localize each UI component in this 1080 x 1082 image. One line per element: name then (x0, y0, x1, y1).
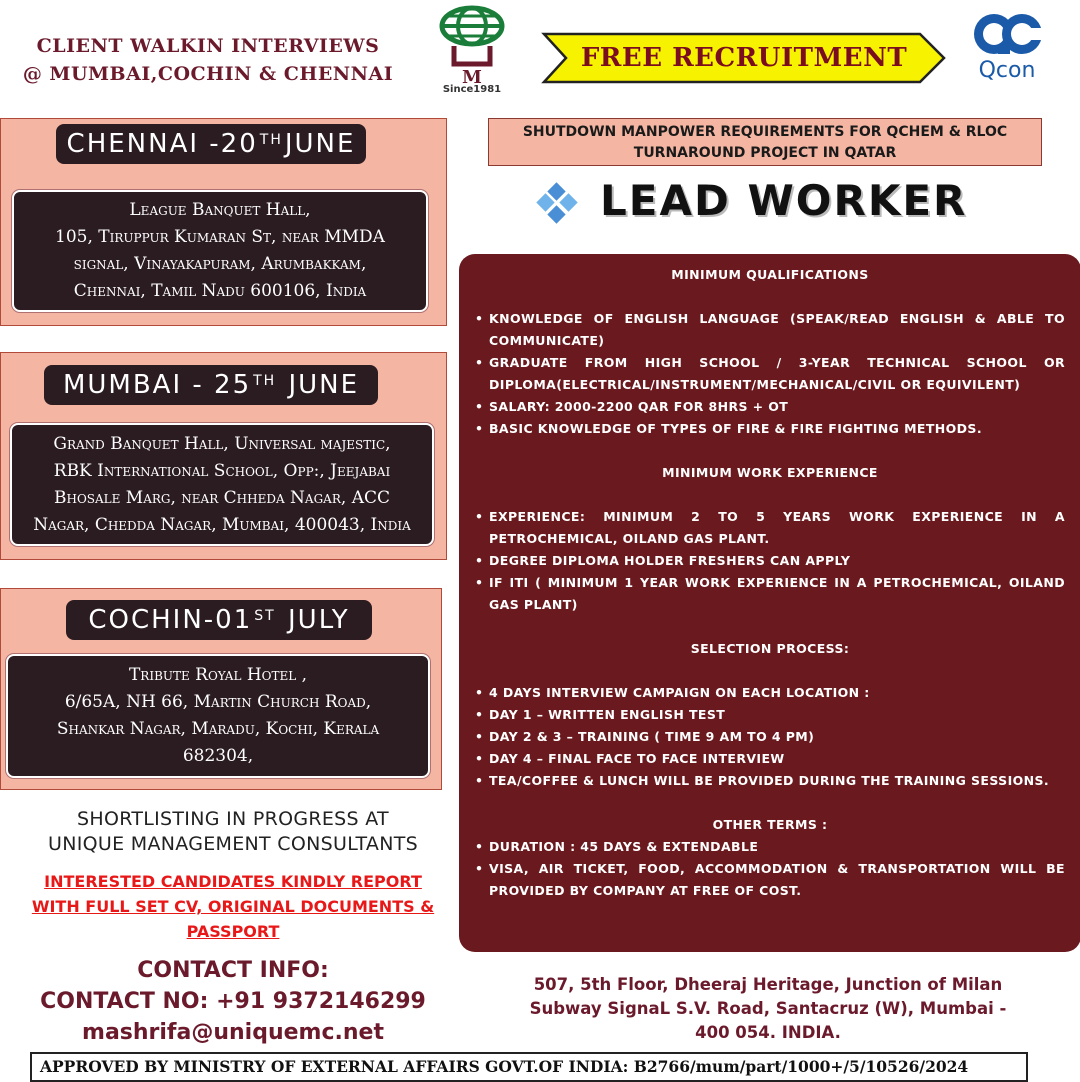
qcon-wordmark: Qcon (978, 58, 1036, 83)
project-line: TURNAROUND PROJECT IN QATAR (633, 145, 897, 161)
office-line: 507, 5th Floor, Dheeraj Heritage, Junction of Milan (533, 975, 1003, 994)
header-title (14, 32, 402, 88)
office-line: Subway SignaL S.V. Road, Santacruz (W), Mumbai - (529, 999, 1007, 1018)
section-title: OTHER TERMS : (712, 817, 828, 832)
chennai-date-tag (56, 124, 366, 164)
interested-line: INTERESTED CANDIDATES KINDLY REPORT (44, 872, 422, 891)
list-item: • KNOWLEDGE OF ENGLISH LANGUAGE (SPEAK/READ ENGLISH & ABLE TO COMMUNICATE) (489, 308, 1065, 352)
address-line: 105, Tiruppur Kumaran St, near MMDA (55, 227, 385, 247)
list-item: • SALARY: 2000-2200 QAR FOR 8HRS + OT (489, 396, 1065, 418)
qualifications-list (475, 308, 1065, 440)
position-title: LEAD WORKER (600, 176, 968, 225)
list-item: • DAY 2 & 3 – TRAINING ( TIME 9 AM TO 4 PM) (489, 726, 1065, 748)
list-item: • DAY 1 – WRITTEN ENGLISH TEST (489, 704, 1065, 726)
selection-list (475, 682, 1065, 792)
list-item: • BASIC KNOWLEDGE OF TYPES OF FIRE & FIRE FIGHTING METHODS. (489, 418, 1065, 440)
date-suffix: ST (254, 608, 276, 624)
contact-email: mashrifa@uniquemc.net (82, 1020, 384, 1045)
address-line: Grand Banquet Hall, Universal majestic, (53, 433, 391, 454)
list-item: • EXPERIENCE: MINIMUM 2 TO 5 YEARS WORK EXPERIENCE IN A PETROCHEMICAL, OILAND GAS PLANT. (489, 506, 1065, 550)
logo-letter: M (462, 67, 482, 88)
city-month-text: JULY (277, 605, 350, 635)
project-banner (488, 118, 1042, 166)
list-item: • VISA, AIR TICKET, FOOD, ACCOMMODATION & TRANSPORTATION WILL BE PROVIDED BY COMPANY AT FREE OF COST. (489, 858, 1065, 902)
interested-line: PASSPORT (186, 922, 280, 941)
office-address (488, 973, 1048, 1045)
list-item: • 4 DAYS INTERVIEW CAMPAIGN ON EACH LOCATION : (489, 682, 1065, 704)
address-line: 6/65A, NH 66, Martin Church Road, (64, 692, 372, 712)
contact-info (10, 955, 456, 1048)
list-item: • DURATION : 45 DAYS & EXTENDABLE (489, 836, 1065, 858)
address-line: League Banquet Hall, (129, 200, 311, 220)
city-date-text: CHENNAI -20 (66, 129, 258, 159)
header-line-2: @ MUMBAI,COCHIN & CHENNAI (22, 63, 394, 85)
date-suffix: TH (253, 373, 277, 389)
city-month-text: JUNE (278, 370, 360, 400)
other-terms-list (475, 836, 1065, 902)
contact-title: CONTACT INFO: (137, 958, 329, 983)
address-line: Nagar, Chedda Nagar, Mumbai, 400043, India (33, 514, 411, 535)
experience-list (475, 506, 1065, 616)
project-line: SHUTDOWN MANPOWER REQUIREMENTS FOR QCHEM & RLOC (522, 124, 1008, 140)
mumbai-date-tag (44, 365, 378, 405)
address-line: Chennai, Tamil Nadu 600106, India (73, 281, 367, 301)
interested-candidates-note (10, 869, 456, 944)
address-line: 682304, (182, 746, 254, 766)
section-title: MINIMUM QUALIFICATIONS (671, 267, 869, 282)
address-line: Shankar Nagar, Maradu, Kochi, Kerala (56, 719, 380, 739)
contact-phone: CONTACT NO: +91 9372146299 (40, 989, 426, 1014)
cochin-address (6, 654, 430, 778)
list-item: • DEGREE DIPLOMA HOLDER FRESHERS CAN APPLY (489, 550, 1065, 572)
mumbai-address (10, 423, 434, 546)
shortlisting-note (10, 807, 456, 857)
section-title: MINIMUM WORK EXPERIENCE (662, 465, 878, 480)
qcon-logo-icon (968, 10, 1048, 58)
approval-footer: APPROVED BY MINISTRY OF EXTERNAL AFFAIRS GOVT.OF INDIA: B2766/mum/part/1000+/5/10526/2024 (30, 1052, 1028, 1082)
diamond-cluster-icon (536, 182, 578, 224)
requirements-panel (459, 254, 1080, 952)
list-item: • GRADUATE FROM HIGH SCHOOL / 3-YEAR TECHNICAL SCHOOL OR DIPLOMA(ELECTRICAL/INSTRUMENT/MECHANICAL/CIVIL OR EQUIVILENT) (489, 352, 1065, 396)
cochin-date-tag (66, 600, 372, 640)
list-item: • DAY 4 – FINAL FACE TO FACE INTERVIEW (489, 748, 1065, 770)
interested-line: WITH FULL SET CV, ORIGINAL DOCUMENTS & (31, 897, 435, 916)
header-line-1: CLIENT WALKIN INTERVIEWS (36, 35, 380, 57)
since-label: Since1981 (442, 84, 502, 95)
address-line: Bhosale Marg, near Chheda Nagar, ACC (53, 487, 390, 508)
city-date-text: MUMBAI - 25 (62, 370, 252, 400)
city-month-text: JUNE (284, 129, 356, 159)
address-line: Tribute Royal Hotel , (128, 665, 308, 685)
list-item: • TEA/COFFEE & LUNCH WILL BE PROVIDED DURING THE TRAINING SESSIONS. (489, 770, 1065, 792)
office-line: 400 054. INDIA. (695, 1023, 841, 1042)
address-line: signal, Vinayakapuram, Arumbakkam, (73, 254, 367, 274)
address-line: RBK International School, Opp:, Jeejabai (53, 460, 391, 481)
section-title: SELECTION PROCESS: (690, 641, 850, 656)
list-item: • IF ITI ( MINIMUM 1 YEAR WORK EXPERIENCE IN A PETROCHEMICAL, OILAND GAS PLANT) (489, 572, 1065, 616)
shortlisting-line: UNIQUE MANAGEMENT CONSULTANTS (48, 833, 418, 855)
free-recruitment-text: FREE RECRUITMENT (580, 43, 908, 73)
chennai-address (12, 190, 428, 312)
date-suffix: TH (259, 132, 283, 148)
shortlisting-line: SHORTLISTING IN PROGRESS AT (77, 808, 389, 830)
city-date-text: COCHIN-01 (88, 605, 253, 635)
